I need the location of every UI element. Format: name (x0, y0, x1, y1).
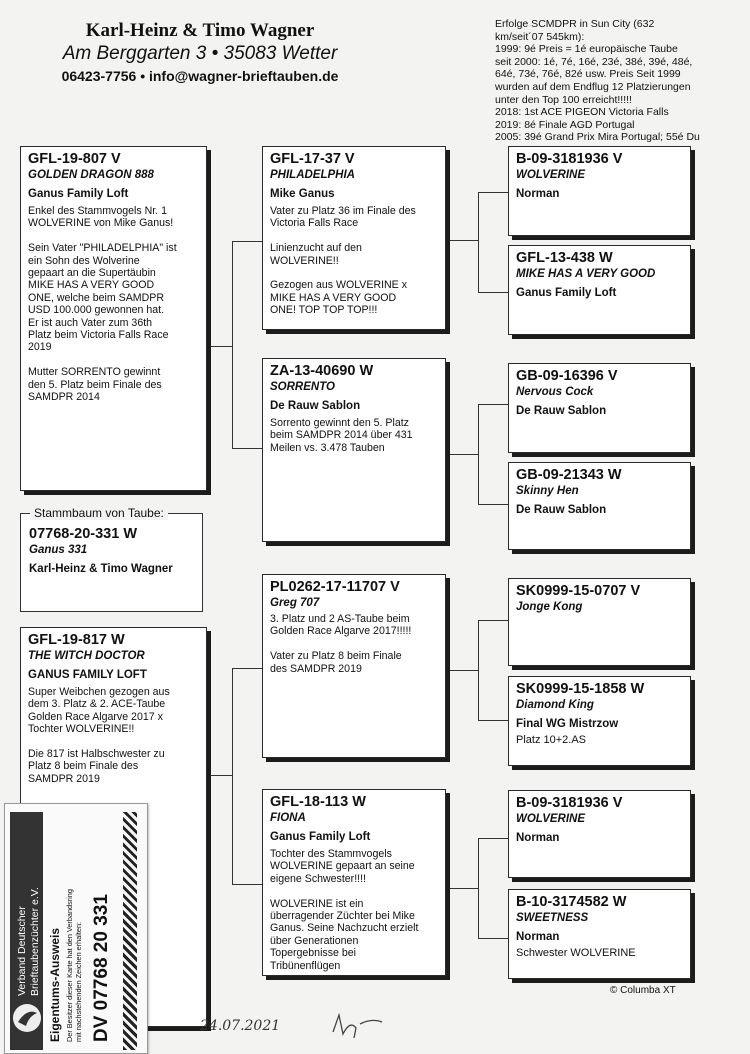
signature-mark (330, 1010, 385, 1045)
sire-ring: GFL-19-807 V (28, 151, 121, 167)
sticker-title: Eigentums-Ausweis (48, 927, 62, 1042)
owner-address: Am Berggarten 3 • 35083 Wetter (62, 43, 338, 64)
dam-ring: GFL-19-817 W (28, 632, 125, 648)
pedigree-ring: GFL-13-438 W (516, 250, 613, 266)
pedigree-breeder: Norman (516, 832, 560, 844)
sticker-note-line1: Der Besitzer dieser Karte hat den Verbandsring (65, 889, 74, 1042)
great-grandparent-card (508, 889, 691, 979)
pedigree-ring: GFL-18-113 W (270, 794, 366, 810)
grandparent-card (262, 146, 446, 330)
pedigree-ring: B-10-3174582 W (516, 894, 627, 910)
pedigree-ring: SK0999-15-0707 V (516, 583, 641, 599)
pedigree-name: FIONA (270, 812, 306, 824)
subject-card (20, 513, 203, 612)
pedigree-name: SORRENTO (270, 381, 335, 393)
subject-ring: 07768-20-331 W (29, 526, 138, 542)
pedigree-breeder: De Rauw Sablon (516, 504, 607, 516)
pedigree-breeder: De Rauw Sablon (516, 405, 607, 417)
sire-description: Enkel des Stammvogels Nr. 1 WOLVERINE von Mike Ganus! Sein Vater "PHILADELPHIA" ist ein Sohn des Wolverine gepaart an die Supertäubin MIKE HAS A VERY GOOD ONE, welche beim SAMDPR USD 100.000 gewonnen hat. Er ist auch Vater zum 36th Platz beim Victoria Falls Race 2019 Mutter SORRENTO gewinnt den 5. Platz beim Finale des SAMDPR 2014 (28, 205, 177, 404)
great-grandparent-card (508, 245, 691, 335)
pedigree-ring: GB-09-21343 W (516, 467, 622, 483)
great-grandparent-card (508, 790, 691, 878)
dam-name: THE WITCH DOCTOR (28, 650, 145, 662)
pedigree-description: Schwester WOLVERINE (516, 947, 636, 959)
pedigree-name: Jonge Kong (516, 601, 583, 613)
grandparent-card (262, 358, 446, 542)
pedigree-breeder: Norman (516, 931, 560, 943)
bird-logo-icon (13, 1004, 41, 1032)
sire-name: GOLDEN DRAGON 888 (28, 169, 154, 181)
subject-breeder: Karl-Heinz & Timo Wagner (29, 563, 173, 575)
pedigree-breeder: Mike Ganus (270, 188, 335, 200)
owner-contact: 06423-7756 • info@wagner-brieftauben.de (61, 68, 339, 84)
pedigree-breeder: Ganus Family Loft (516, 287, 617, 299)
great-grandparent-card (508, 363, 691, 453)
sire-breeder: Ganus Family Loft (28, 188, 129, 200)
pedigree-name: Skinny Hen (516, 485, 579, 497)
pedigree-ring: ZA-13-40690 W (270, 363, 374, 379)
pedigree-name: PHILADELPHIA (270, 169, 355, 181)
handwritten-date: 24.07.2021 (200, 1018, 281, 1034)
pedigree-breeder: Norman (516, 188, 560, 200)
great-grandparent-card (508, 146, 691, 236)
pedigree-ring: SK0999-15-1858 W (516, 681, 645, 697)
sticker-note-line2: mit nachstehenden Zeichen erhalten: (74, 921, 83, 1042)
pedigree-ring: B-09-3181936 V (516, 795, 623, 811)
subject-name: Ganus 331 (29, 544, 88, 556)
pedigree-ring: GB-09-16396 V (516, 368, 618, 384)
achievements-text: Erfolge SCMDPR in Sun City (632 km/seit´07 545km): 1999: 9é Preis = 1é europäische Taube seit 2000: 1é, 7é, 16é, 23é, 38é, 39é, 48é, 64é, 73é, 76é, 82é usw. Preis Seit 1999 wurden auf dem Endflug 12 Platzierungen unter den Top 100 erreicht!!!!! 2018: 1st ACE PIGEON Victoria Falls 2019: 8é Finale AGD Portugal 2005: 39é Grand Prix Mira Portugal; 55é Du (495, 18, 700, 142)
pedigree-name: Nervous Cock (516, 386, 594, 398)
pedigree-ring: PL0262-17-11707 V (270, 579, 400, 595)
pedigree-ring: B-09-3181936 V (516, 151, 623, 167)
pedigree-breeder: Ganus Family Loft (270, 831, 371, 843)
pedigree-description: Tochter des Stammvogels WOLVERINE gepaart an seine eigene Schwester!!!! WOLVERINE ist ein überragender Züchter bei Mike Ganus. Seine Nachzucht erzielt über Generationen Topergebnisse bei Tribünenflügen (270, 848, 419, 972)
pedigree-name: WOLVERINE (516, 169, 586, 181)
ownership-sticker (4, 803, 148, 1054)
pedigree-description: Platz 10+2.AS (516, 734, 587, 746)
great-grandparent-card (508, 462, 691, 550)
sticker-org-line2: Brieftaubenzüchter e.V. (29, 887, 41, 996)
pedigree-ring: GFL-17-37 V (270, 151, 355, 167)
dam-breeder: GANUS FAMILY LOFT (28, 669, 147, 681)
subject-legend: Stammbaum von Taube: (30, 506, 168, 520)
pedigree-breeder: De Rauw Sablon (270, 400, 361, 412)
pedigree-name: SWEETNESS (516, 912, 589, 924)
sticker-pattern-band (123, 812, 137, 1050)
grandparent-card (262, 789, 446, 976)
pedigree-name: WOLVERINE (516, 813, 586, 825)
sticker-org-line1: Verband Deutscher (16, 906, 28, 996)
pedigree-description: 3. Platz und 2 AS-Taube beim Golden Race Algarve 2017!!!!! Vater zu Platz 8 beim Finale des SAMDPR 2019 (270, 613, 412, 675)
owner-name: Karl-Heinz & Timo Wagner (85, 20, 315, 41)
sticker-ring-number: DV 07768 20 331 (91, 894, 112, 1042)
copyright: © Columba XT (610, 985, 676, 996)
great-grandparent-card (508, 676, 691, 766)
pedigree-name: Greg 707 (270, 597, 320, 609)
grandparent-card (262, 574, 446, 758)
pedigree-name: MIKE HAS A VERY GOOD (516, 268, 656, 280)
pedigree-name: Diamond King (516, 699, 594, 711)
great-grandparent-card (508, 578, 691, 666)
pedigree-description: Vater zu Platz 36 im Finale des Victoria Falls Race Linienzucht auf den WOLVERINE!! Gezogen aus WOLVERINE x MIKE HAS A VERY GOOD ONE! TOP TOP TOP!!! (270, 205, 416, 317)
sire-card (20, 146, 207, 491)
pedigree-description: Sorrento gewinnt den 5. Platz beim SAMDPR 2014 über 431 Meilen vs. 3.478 Tauben (270, 417, 413, 454)
dam-description: Super Weibchen gezogen aus dem 3. Platz & 2. ACE-Taube Golden Race Algarve 2017 x Tochter WOLVERINE!! Die 817 ist Halbschwester zu Platz 8 beim Finale des SAMDPR 2019 (28, 686, 170, 785)
pedigree-breeder: Final WG Mistrzow (516, 718, 619, 730)
